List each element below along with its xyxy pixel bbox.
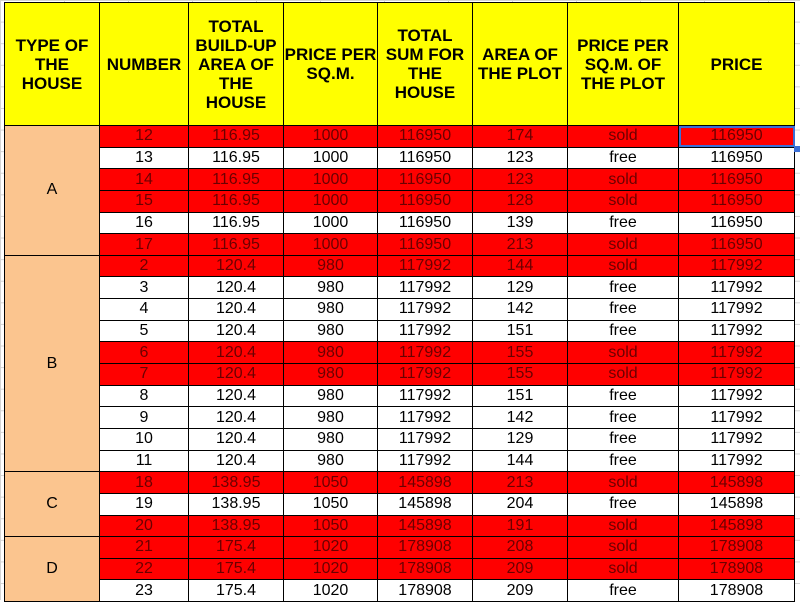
table-row — [5, 169, 795, 191]
cell-plot-status[interactable]: sold — [568, 169, 679, 191]
cell-plot-area[interactable]: 151 — [473, 320, 568, 342]
table-row — [5, 320, 795, 342]
house-type-cell[interactable]: C — [5, 472, 100, 537]
cell-price[interactable]: 178908 — [679, 537, 795, 559]
cell-total-sum[interactable]: 116950 — [378, 212, 473, 234]
table-body — [5, 126, 795, 602]
cell-price-per-sqm[interactable]: 980 — [284, 299, 378, 321]
cell-price[interactable]: 117992 — [679, 299, 795, 321]
cell-total-sum[interactable]: 117992 — [378, 299, 473, 321]
cell-price-per-sqm[interactable]: 1000 — [284, 169, 378, 191]
cell-build-up-area[interactable]: 120.4 — [189, 277, 284, 299]
cell-price-per-sqm[interactable]: 980 — [284, 428, 378, 450]
header-plot-area[interactable]: AREA OF THE PLOT — [473, 3, 568, 126]
table-row — [5, 450, 795, 472]
cell-build-up-area[interactable]: 120.4 — [189, 342, 284, 364]
cell-price[interactable]: 116950 — [679, 190, 795, 212]
cell-plot-status[interactable]: free — [568, 212, 679, 234]
cell-plot-area[interactable]: 209 — [473, 558, 568, 580]
cell-number[interactable]: 23 — [100, 580, 189, 602]
cell-price-per-sqm[interactable]: 980 — [284, 450, 378, 472]
cell-plot-area[interactable]: 204 — [473, 493, 568, 515]
table-row — [5, 428, 795, 450]
cell-price-per-sqm[interactable]: 1050 — [284, 493, 378, 515]
cell-plot-status[interactable]: free — [568, 277, 679, 299]
cell-price[interactable]: 117992 — [679, 385, 795, 407]
cell-number[interactable]: 20 — [100, 515, 189, 537]
cell-build-up-area[interactable]: 120.4 — [189, 450, 284, 472]
cell-total-sum[interactable]: 145898 — [378, 515, 473, 537]
cell-build-up-area[interactable]: 116.95 — [189, 169, 284, 191]
header-type-of-house[interactable]: TYPE OF THE HOUSE — [5, 3, 100, 126]
cell-build-up-area[interactable]: 120.4 — [189, 407, 284, 429]
table-row — [5, 126, 795, 148]
table-row — [5, 277, 795, 299]
cell-number[interactable]: 8 — [100, 385, 189, 407]
header-price[interactable]: PRICE — [679, 3, 795, 126]
header-price-per-sqm[interactable]: PRICE PER SQ.M. — [284, 3, 378, 126]
cell-build-up-area[interactable]: 138.95 — [189, 493, 284, 515]
house-type-cell[interactable]: D — [5, 537, 100, 602]
cell-plot-status[interactable]: sold — [568, 342, 679, 364]
cell-plot-status[interactable]: sold — [568, 255, 679, 277]
cell-price[interactable]: 117992 — [679, 428, 795, 450]
cell-total-sum[interactable]: 116950 — [378, 147, 473, 169]
cell-plot-status[interactable]: sold — [568, 234, 679, 256]
cell-build-up-area[interactable]: 116.95 — [189, 126, 284, 148]
cell-plot-status[interactable]: sold — [568, 515, 679, 537]
cell-plot-status[interactable]: sold — [568, 537, 679, 559]
cell-number[interactable]: 11 — [100, 450, 189, 472]
table-row — [5, 364, 795, 386]
cell-number[interactable]: 5 — [100, 320, 189, 342]
cell-build-up-area[interactable]: 175.4 — [189, 558, 284, 580]
cell-total-sum[interactable]: 178908 — [378, 580, 473, 602]
cell-plot-area[interactable]: 129 — [473, 428, 568, 450]
cell-total-sum[interactable]: 178908 — [378, 558, 473, 580]
cell-build-up-area[interactable]: 138.95 — [189, 515, 284, 537]
cell-number[interactable]: 7 — [100, 364, 189, 386]
cell-price[interactable]: 117992 — [679, 364, 795, 386]
cell-price[interactable]: 116950 — [679, 234, 795, 256]
table-row — [5, 255, 795, 277]
cell-number[interactable]: 3 — [100, 277, 189, 299]
cell-price-per-sqm[interactable]: 980 — [284, 277, 378, 299]
cell-plot-status[interactable]: free — [568, 450, 679, 472]
cell-build-up-area[interactable]: 116.95 — [189, 190, 284, 212]
cell-build-up-area[interactable]: 120.4 — [189, 428, 284, 450]
cell-price[interactable]: 117992 — [679, 277, 795, 299]
cell-plot-status[interactable]: sold — [568, 126, 679, 148]
cell-plot-status[interactable]: free — [568, 385, 679, 407]
cell-total-sum[interactable]: 178908 — [378, 537, 473, 559]
cell-build-up-area[interactable]: 175.4 — [189, 537, 284, 559]
cell-plot-area[interactable]: 208 — [473, 537, 568, 559]
cell-price-per-sqm[interactable]: 980 — [284, 385, 378, 407]
cell-price-per-sqm[interactable]: 1000 — [284, 234, 378, 256]
cell-number[interactable]: 6 — [100, 342, 189, 364]
house-type-cell[interactable]: B — [5, 255, 100, 471]
cell-number[interactable]: 10 — [100, 428, 189, 450]
cell-total-sum[interactable]: 117992 — [378, 385, 473, 407]
cell-plot-area[interactable]: 151 — [473, 385, 568, 407]
cell-price-per-sqm[interactable]: 1050 — [284, 472, 378, 494]
cell-price-per-sqm[interactable]: 1000 — [284, 126, 378, 148]
selection-fill-handle[interactable] — [794, 146, 800, 152]
table-row — [5, 299, 795, 321]
cell-total-sum[interactable]: 117992 — [378, 255, 473, 277]
cell-plot-status[interactable]: free — [568, 147, 679, 169]
cell-build-up-area[interactable]: 116.95 — [189, 147, 284, 169]
cell-build-up-area[interactable]: 120.4 — [189, 255, 284, 277]
cell-price-per-sqm[interactable]: 1000 — [284, 147, 378, 169]
cell-plot-area[interactable]: 144 — [473, 255, 568, 277]
cell-number[interactable]: 18 — [100, 472, 189, 494]
header-number[interactable]: NUMBER — [100, 3, 189, 126]
cell-total-sum[interactable]: 145898 — [378, 493, 473, 515]
cell-price[interactable]: 116950 — [679, 126, 795, 148]
cell-plot-area[interactable]: 209 — [473, 580, 568, 602]
cell-price-per-sqm[interactable]: 980 — [284, 320, 378, 342]
cell-price[interactable]: 117992 — [679, 320, 795, 342]
cell-number[interactable]: 13 — [100, 147, 189, 169]
cell-plot-status[interactable]: free — [568, 299, 679, 321]
table-row — [5, 493, 795, 515]
cell-price[interactable]: 178908 — [679, 580, 795, 602]
cell-price[interactable]: 178908 — [679, 558, 795, 580]
cell-number[interactable]: 9 — [100, 407, 189, 429]
header-total-sum[interactable]: TOTAL SUM FOR THE HOUSE — [378, 3, 473, 126]
cell-build-up-area[interactable]: 120.4 — [189, 299, 284, 321]
cell-total-sum[interactable]: 117992 — [378, 407, 473, 429]
table-row — [5, 558, 795, 580]
cell-total-sum[interactable]: 116950 — [378, 190, 473, 212]
cell-build-up-area[interactable]: 120.4 — [189, 320, 284, 342]
cell-plot-status[interactable]: sold — [568, 558, 679, 580]
header-plot-price-per-sqm[interactable]: PRICE PER SQ.M. OF THE PLOT — [568, 3, 679, 126]
cell-price-per-sqm[interactable]: 1000 — [284, 190, 378, 212]
cell-price-per-sqm[interactable]: 1020 — [284, 580, 378, 602]
cell-total-sum[interactable]: 116950 — [378, 126, 473, 148]
cell-price-per-sqm[interactable]: 980 — [284, 255, 378, 277]
cell-total-sum[interactable]: 117992 — [378, 450, 473, 472]
cell-plot-area[interactable]: 155 — [473, 364, 568, 386]
cell-build-up-area[interactable]: 120.4 — [189, 364, 284, 386]
cell-total-sum[interactable]: 117992 — [378, 364, 473, 386]
cell-build-up-area[interactable]: 116.95 — [189, 234, 284, 256]
cell-price[interactable]: 117992 — [679, 255, 795, 277]
table-row — [5, 515, 795, 537]
cell-number[interactable]: 14 — [100, 169, 189, 191]
cell-plot-area[interactable]: 213 — [473, 472, 568, 494]
table-row — [5, 537, 795, 559]
cell-total-sum[interactable]: 117992 — [378, 342, 473, 364]
cell-price[interactable]: 116950 — [679, 147, 795, 169]
cell-price-per-sqm[interactable]: 980 — [284, 407, 378, 429]
cell-total-sum[interactable]: 117992 — [378, 428, 473, 450]
table-row — [5, 407, 795, 429]
cell-total-sum[interactable]: 116950 — [378, 169, 473, 191]
cell-plot-area[interactable]: 155 — [473, 342, 568, 364]
cell-price[interactable]: 117992 — [679, 407, 795, 429]
cell-build-up-area[interactable]: 116.95 — [189, 212, 284, 234]
table-row — [5, 234, 795, 256]
cell-plot-area[interactable]: 142 — [473, 407, 568, 429]
header-row — [5, 3, 795, 126]
cell-build-up-area[interactable]: 120.4 — [189, 385, 284, 407]
table-row — [5, 190, 795, 212]
cell-number[interactable]: 4 — [100, 299, 189, 321]
cell-plot-area[interactable]: 142 — [473, 299, 568, 321]
cell-number[interactable]: 19 — [100, 493, 189, 515]
cell-plot-area[interactable]: 123 — [473, 169, 568, 191]
cell-price[interactable]: 145898 — [679, 472, 795, 494]
cell-price-per-sqm[interactable]: 980 — [284, 364, 378, 386]
cell-plot-area[interactable]: 139 — [473, 212, 568, 234]
cell-plot-status[interactable]: sold — [568, 190, 679, 212]
cell-plot-area[interactable]: 191 — [473, 515, 568, 537]
table-row — [5, 147, 795, 169]
cell-plot-area[interactable]: 174 — [473, 126, 568, 148]
cell-plot-area[interactable]: 129 — [473, 277, 568, 299]
cell-plot-status[interactable]: free — [568, 320, 679, 342]
cell-total-sum[interactable]: 117992 — [378, 277, 473, 299]
cell-plot-status[interactable]: free — [568, 493, 679, 515]
cell-total-sum[interactable]: 117992 — [378, 320, 473, 342]
table-row — [5, 342, 795, 364]
table-row — [5, 212, 795, 234]
cell-build-up-area[interactable]: 138.95 — [189, 472, 284, 494]
cell-number[interactable]: 22 — [100, 558, 189, 580]
cell-plot-area[interactable]: 213 — [473, 234, 568, 256]
table-row — [5, 385, 795, 407]
house-type-cell[interactable]: A — [5, 126, 100, 256]
cell-price[interactable]: 145898 — [679, 493, 795, 515]
cell-total-sum[interactable]: 145898 — [378, 472, 473, 494]
cell-number[interactable]: 16 — [100, 212, 189, 234]
cell-price[interactable]: 117992 — [679, 450, 795, 472]
cell-plot-status[interactable]: free — [568, 580, 679, 602]
cell-price-per-sqm[interactable]: 1000 — [284, 212, 378, 234]
cell-plot-status[interactable]: sold — [568, 472, 679, 494]
cell-price[interactable]: 116950 — [679, 212, 795, 234]
cell-plot-area[interactable]: 128 — [473, 190, 568, 212]
cell-price-per-sqm[interactable]: 1020 — [284, 537, 378, 559]
cell-total-sum[interactable]: 116950 — [378, 234, 473, 256]
cell-number[interactable]: 2 — [100, 255, 189, 277]
cell-plot-area[interactable]: 144 — [473, 450, 568, 472]
cell-number[interactable]: 17 — [100, 234, 189, 256]
cell-price[interactable]: 117992 — [679, 342, 795, 364]
cell-plot-area[interactable]: 123 — [473, 147, 568, 169]
cell-number[interactable]: 21 — [100, 537, 189, 559]
cell-number[interactable]: 15 — [100, 190, 189, 212]
cell-plot-status[interactable]: free — [568, 428, 679, 450]
table-row — [5, 580, 795, 602]
cell-plot-status[interactable]: sold — [568, 364, 679, 386]
house-price-table — [4, 2, 795, 602]
cell-price-per-sqm[interactable]: 980 — [284, 342, 378, 364]
table-row — [5, 472, 795, 494]
cell-number[interactable]: 12 — [100, 126, 189, 148]
cell-price-per-sqm[interactable]: 1020 — [284, 558, 378, 580]
header-total-build-up-area[interactable]: TOTAL BUILD-UP AREA OF THE HOUSE — [189, 3, 284, 126]
cell-price-per-sqm[interactable]: 1050 — [284, 515, 378, 537]
cell-price[interactable]: 145898 — [679, 515, 795, 537]
cell-build-up-area[interactable]: 175.4 — [189, 580, 284, 602]
cell-plot-status[interactable]: free — [568, 407, 679, 429]
cell-price[interactable]: 116950 — [679, 169, 795, 191]
